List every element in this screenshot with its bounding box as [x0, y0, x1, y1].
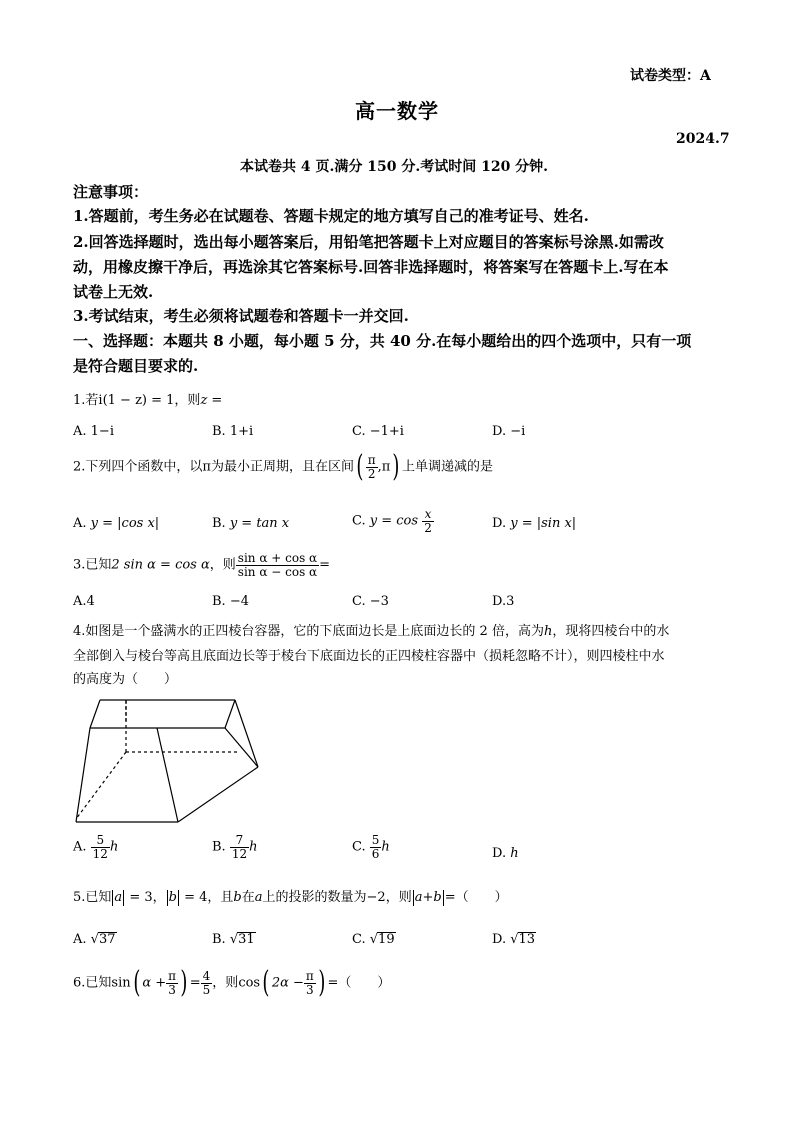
frustum-hidden-edge [76, 752, 126, 819]
q4-option-b-fraction [230, 834, 249, 860]
q5-option-b-label: B. [212, 932, 226, 947]
q4-option-c-h: h [381, 839, 390, 855]
q3-option-b: B. −4 [212, 594, 249, 609]
note-item-2-line-3: 试卷上无效. [73, 283, 154, 301]
exam-date: 2024.7 [676, 131, 730, 147]
q5-option-a-value: 37 [98, 932, 116, 947]
note-item-2-line-1: 2.回答选择题时，选出每小题答案后，用铅笔把答题卡上对应题目的答案标号涂黑.如需改 [73, 233, 664, 251]
q2-right-paren: ) [392, 449, 400, 484]
frustum-edge [76, 728, 90, 822]
q2-stem-a: 2.下列四个函数中，以 [73, 459, 203, 475]
q5-stem-d: 上的投影的数量为 [262, 890, 367, 905]
abs-bar [123, 890, 124, 906]
q4-option-d-label: D. [492, 846, 507, 861]
q4-option-c-fraction [370, 834, 382, 860]
q2-frac-num: π [367, 452, 376, 467]
q6-eq: = [189, 975, 201, 991]
q2-option-c-fraction [422, 508, 434, 534]
q6-paren: ) [180, 965, 188, 1000]
frustum-edge [90, 700, 100, 728]
q5-eq4: = 4 [184, 890, 208, 905]
q1-stem-math: i(1 − z) = 1 [98, 393, 175, 408]
q6-val-den: 5 [202, 982, 211, 997]
q2-option-d-math: y = |sin x| [510, 516, 577, 531]
q6-pi-den: 3 [168, 982, 176, 997]
q6-pi-over-3 [166, 970, 178, 996]
abs-bar [167, 890, 168, 906]
q6-stem-a: 6.已知 [73, 975, 112, 991]
exam-summary: 本试卷共 4 页.满分 150 分.考试时间 120 分钟. [240, 159, 549, 175]
q2-option-d-label: D. [492, 516, 507, 531]
q2-option-a [73, 516, 159, 531]
frustum-edge [178, 767, 258, 822]
q5-stem-e: ，则 [385, 890, 412, 905]
q3-frac-den: sin α − cos α [237, 564, 318, 579]
q4-option-a-fraction [91, 834, 110, 860]
q2-stem-b: 为最小正周期，且在区间 [210, 459, 354, 475]
q4-option-c-label: C. [352, 839, 366, 855]
notes-heading: 注意事项： [73, 183, 149, 201]
q4-option-b [212, 834, 257, 860]
q5-stem-b: ，且 [207, 890, 234, 905]
abs-bar [413, 890, 414, 906]
q3-stem-a: 3.已知 [73, 557, 112, 573]
q1-stem [73, 389, 222, 408]
frustum-figure [70, 694, 260, 828]
q4-option-b-label: B. [212, 839, 226, 855]
q2-option-c-num: x [422, 508, 434, 522]
q6-pi-num: π [168, 968, 177, 983]
abs-bar [443, 890, 444, 906]
q3-option-c: C. −3 [352, 594, 389, 609]
q6-sin: sin [111, 975, 131, 991]
q5-stem-end: =（ ） [444, 890, 508, 905]
q5-neg2: −2 [366, 890, 386, 905]
q2-frac-den: 2 [367, 466, 376, 481]
q5-option-c: C. √19 [352, 932, 395, 947]
q1-option-a: A. 1−i [73, 424, 114, 439]
q5-vector-a-2: a [254, 890, 263, 905]
q2-option-a-math: y = |cos x| [90, 516, 160, 531]
q2-stem [73, 449, 493, 484]
q5-option-d: D. √13 [492, 932, 536, 947]
q1-option-b: B. 1+i [212, 424, 254, 439]
q4-option-b-den: 12 [231, 846, 248, 861]
q4-option-c-den: 6 [371, 846, 380, 861]
q4-line-1-b: ，现将四棱台中的水 [552, 624, 670, 639]
q4-option-a-label: A. [73, 839, 87, 855]
q6-paren: ( [262, 965, 270, 1000]
q3-stem [73, 552, 330, 578]
q5-vector-a-3: a [414, 890, 423, 905]
q4-option-a-den: 12 [92, 846, 108, 861]
q5-option-b: B. √31 [212, 932, 255, 947]
q1-stem-suffix: ，则 [174, 393, 201, 408]
note-item-3: 3.考试结束，考生必须将试题卷和答题卡一并交回. [73, 307, 409, 325]
q2-option-c-den: 2 [424, 520, 432, 535]
q4-line-1-a: 4.如图是一个盛满水的正四棱台容器，它的下底面边长是上底面边长的 2 倍，高为 [73, 624, 544, 639]
q5-stem-c: 在 [241, 890, 255, 905]
q5-option-b-value: 31 [238, 932, 255, 947]
q4-option-a-num: 5 [91, 834, 110, 848]
q4-option-a-h: h [109, 839, 119, 855]
q6-stem [73, 965, 391, 1000]
q4-line-1 [73, 620, 669, 639]
q5-option-c-value: 19 [378, 932, 395, 947]
q2-interval-tail: ,π [377, 459, 391, 475]
q2-option-a-label: A. [73, 516, 87, 531]
q3-fraction [236, 552, 319, 578]
q6-pi-den-b: 3 [306, 982, 314, 997]
q2-option-c-label: C. [352, 513, 366, 529]
q4-line-3: 的高度为（ ） [73, 672, 178, 687]
q3-stem-b: ，则 [209, 557, 236, 573]
q1-option-d: D. −i [492, 424, 526, 439]
paper-type: 试卷类型：A [630, 68, 711, 84]
q2-option-b-label: B. [212, 516, 226, 531]
q3-frac-num: sin α + cos α [237, 551, 318, 565]
q6-stem-b: ，则 [212, 975, 239, 991]
q3-option-a: A.4 [73, 594, 95, 609]
q6-paren: ( [132, 965, 140, 1000]
q2-left-paren: ( [356, 449, 364, 484]
page-title: 高一数学 [355, 99, 439, 123]
q5-eq3: = 3 [129, 890, 153, 905]
q5-plus: + [422, 890, 434, 905]
abs-bar [178, 890, 179, 906]
q4-option-c-num: 5 [371, 833, 380, 847]
q4-option-c [352, 834, 390, 860]
q4-option-b-num: 7 [230, 834, 249, 848]
frustum-edge [225, 728, 258, 767]
section-1-line-2: 是符合题目要求的. [73, 357, 199, 375]
section-1-line-1: 一、选择题：本题共 8 小题，每小题 5 分，共 40 分.在每小题给出的四个选项中，只有一项 [73, 332, 692, 350]
q6-paren: ) [318, 965, 326, 1000]
q6-inner-2: 2α − [271, 975, 304, 991]
q5-option-d-value: 13 [518, 932, 536, 947]
q5-option-c-label: C. [352, 932, 366, 947]
q3-stem-math: 2 sin α = cos α [111, 557, 210, 573]
q2-option-c-math: y = cos [369, 513, 419, 529]
q2-interval-fraction [366, 454, 378, 480]
q1-stem-end: z = [200, 393, 223, 408]
q6-stem-end: =（ ） [327, 975, 391, 991]
q4-option-d [492, 846, 519, 861]
q2-pi: π [202, 459, 211, 475]
q5-option-d-label: D. [492, 932, 507, 947]
q5-vector-b: b [168, 890, 177, 905]
q5-vector-b-3: b [433, 890, 442, 905]
q5-vector-a: a [114, 890, 123, 905]
q4-h: h [543, 624, 553, 639]
q6-pi-over-3-b [304, 970, 316, 996]
q4-option-b-h: h [249, 839, 258, 855]
frustum-edge [157, 728, 178, 822]
frustum-edge [235, 700, 258, 767]
q5-option-a: A. √37 [73, 932, 116, 947]
q5-stem: 5.已知 a = 3， b = 4，且b在a上的投影的数量为−2，则 a+b =（ ） [73, 890, 508, 905]
note-item-1: 1.答题前，考生务必在试题卷、答题卡规定的地方填写自己的准考证号、姓名. [73, 207, 589, 225]
q5-option-a-label: A. [73, 932, 87, 947]
note-item-2-line-2: 动，用橡皮擦干净后，再选涂其它答案标号.回答非选择题时，将答案写在答题卡上.写在本 [73, 258, 669, 276]
q6-value-fraction [201, 970, 213, 996]
q2-option-d [492, 516, 576, 531]
q2-option-b-math: y = tan x [229, 516, 290, 531]
q3-stem-end: = [319, 557, 331, 573]
q1-option-c: C. −1+i [352, 424, 404, 439]
q5-vector-b-2: b [233, 890, 242, 905]
q2-option-b [212, 516, 289, 531]
q6-pi-num-b: π [305, 968, 314, 983]
q5-stem-a: 5.已知 [73, 890, 112, 905]
q3-option-d: D.3 [492, 594, 515, 609]
q2-option-c [352, 508, 434, 534]
q4-option-d-h: h [510, 846, 519, 861]
q4-option-a [73, 834, 118, 860]
q6-inner-1: α + [142, 975, 167, 991]
frustum-edge [225, 700, 235, 728]
q2-stem-c: 上单调递减的是 [401, 459, 493, 475]
q1-stem-prefix: 1.若 [73, 393, 99, 408]
q6-val-num: 4 [202, 968, 211, 983]
q6-cos: cos [238, 975, 261, 991]
q4-line-2: 全部倒入与棱台等高且底面边长等于棱台下底面边长的正四棱柱容器中（损耗忽略不计），则四棱柱中水 [73, 649, 665, 664]
